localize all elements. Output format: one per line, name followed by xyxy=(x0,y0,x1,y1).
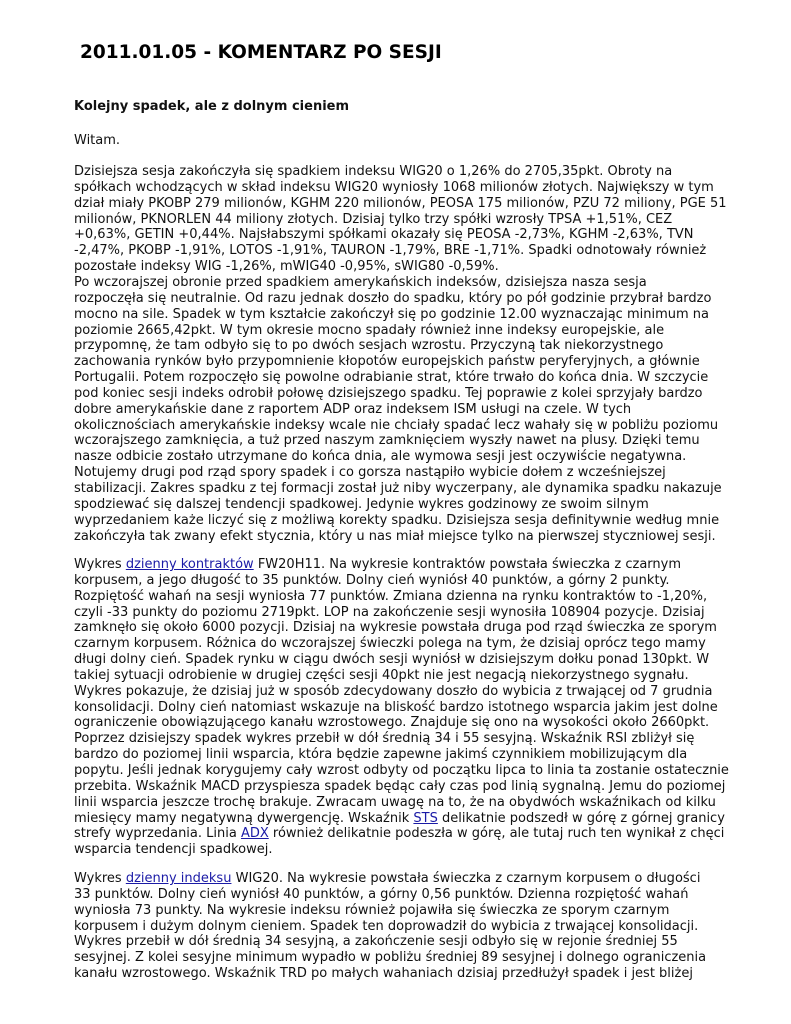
text-segment: FW20H11. Na wykresie kontraktów powstała świeczka z czarnym korpusem, a jego długość to 35 punktów. Dolny cień wyniósł 40 punktów, a górny 2 punkty. Rozpiętość wahań na sesji wyniosła 77 punktów. Zmiana dzienna na rynku kontraktów to -1,20%, czyli -33 punkty do poziomu 2719pkt. LOP na zakończenie sesji wynosiła 108904 pozycje. Dzisiaj zamknęło się około 6000 pozycji. Dzisiaj na wykresie powstała druga pod rząd świeczka ze sporym czarnym korpusem. Różnica do wczorajszej świeczki polega na tym, że dzisiaj oprócz tego mamy długi dolny cień. Spadek rynku w ciągu dwóch sesji wyniósł w dzisiejszym dołku ponad 130pkt. W takiej sytuacji odrobienie w drugiej części sesji 40pkt nie jest negacją niekorzystnego sygnału. Wykres pokazuje, że dzisiaj już w sposób zdecydowany doszło do wybicia z trwającej od 7 grudnia konsolidacji. Dolny cień natomiast wskazuje na bliskość bardzo istotnego wsparcia jakim jest dolne ograniczenie obowiązującego kanału wzrostowego. Znajduje się ono na wysokości około 2660pkt. Poprzez dzisiejszy spadek wykres przebił w dół średnią 34 i 55 sesyjną. Wskaźnik RSI zbliżył się bardzo do poziomej linii wsparcia, która będzie zapewne jakimś czynnikiem mobilizującym dla popytu. Jeśli jednak korygujemy cały wzrost odbyty od początku lipca to linia ta zostanie ostatecznie przebita. Wskaźnik MACD przyspiesza spadek będąc cały czas pod linią sygnalną. Jemu do poziomej linii wsparcia jeszcze trochę brakuje. Zwracam uwagę na to, że na obydwóch wskaźnikach od kilku miesięcy mamy negatywną dywergencję. Wskaźnik xyxy=(74,557,729,826)
paragraph-index-chart xyxy=(74,871,734,982)
paragraph-session-commentary: Po wczorajszej obronie przed spadkiem amerykańskich indeksów, dzisiejsza nasza sesja rozpoczęła się neutralnie. Od razu jednak doszło do spadku, który po pół godzinie przybrał bardzo mocno na sile. Spadek w tym kształcie zakończył się po godzinie 12.00 wyznaczając minimum na poziomie 2665,42pkt. W tym okresie mocno spadały również inne indeksy europejskie, ale przypomnę, że tam odbyło się to po dwóch sesjach wzrostu. Przyczyną tak niekorzystnego zachowania rynków było przypomnienie kłopotów europejskich państw peryferyjnych, a głównie Portugalii. Potem rozpoczęło się powolne odrabianie strat, które trwało do końca dnia. W szczycie pod koniec sesji indeks odrobił połowę dzisiejszego spadku. Tej poprawie z kolei sprzyjały bardzo dobre amerykańskie dane z raportem ADP oraz indeksem ISM usługi na czele. W tych okolicznościach amerykańskie indeksy wcale nie chciały spadać lecz wahały się w pobliżu poziomu wczorajszego zamknięcia, a tuż przed naszym zamknięciem wyszły nawet na plusy. Dzięki temu nasze odbicie zostało utrzymane do końca dnia, ale wymowa sesji jest oczywiście negatywna. Notujemy drugi pod rząd spory spadek i co gorsza nastąpiło wybicie dołem z wcześniejszej stabilizacji. Zakres spadku z tej formacji został już niby wyczerpany, ale dynamika spadku nakazuje spodziewać się dalszej tendencji spadkowej. Jedynie wykres godzinowy ze swoim silnym wyprzedaniem każe liczyć się z możliwą korekty spadku. Dzisiejsza sesja definitywnie według mnie zakończyła tak zwany efekt stycznia, który u nas miał miejsce tylko na pierwszej styczniowej sesji. xyxy=(74,275,722,544)
article-subtitle: Kolejny spadek, ale z dolnym cieniem xyxy=(74,99,350,114)
text-segment: Wykres xyxy=(74,557,126,572)
link-index-daily-chart[interactable]: dzienny indeksu xyxy=(125,871,232,886)
text-segment: WIG20. Na wykresie powstała świeczka z czarnym korpusem o długości 33 punktów. Dolny cień wyniósł 40 punktów, a górny 0,56 punktów. Dzienna rozpiętość wahań wyniosła 73 punkty. Na wykresie indeksu również pojawiła się świeczka ze sporym czarnym korpusem i dużym dolnym cieniem. Spadek ten doprowadził do wybicia z trwającej konsolidacji. Wykres przebił w dół średnią 34 sesyjną, a zakończenie sesji odbyło się w rejonie średniej 55 sesyjnej. Z kolei sesyjne minimum wypadło w pobliżu średniej 89 sesyjnej i dolnego ograniczenia kanału wzrostowego. Wskaźnik TRD po małych wahaniach dzisiaj przedłużył spadek i jest bliżej xyxy=(74,871,707,982)
text-segment: również delikatnie podeszła w górę, ale tutaj ruch ten wynikał z chęci wsparcia tendencji spadkowej. xyxy=(74,826,725,858)
paragraph-session-summary: Dzisiejsza sesja zakończyła się spadkiem indeksu WIG20 o 1,26% do 2705,35pkt. Obroty na spółkach wchodzących w skład indeksu WIG20 wyniosły 1068 milionów złotych. Największy w tym dział miały PKOBP 279 milionów, KGHM 220 milionów, PEOSA 175 milionów, PZU 72 miliony, PGE 51 milionów, PKNORLEN 44 miliony złotych. Dzisiaj tylko trzy spółki wzrosły TPSA +1,51%, CEZ +0,63%, GETIN +0,44%. Najsłabszymi spółkami okazały się PEOSA -2,73%, KGHM -2,63%, TVN -2,47%, PKOBP -1,91%, LOTOS -1,91%, TAURON -1,79%, BRE -1,71%. Spadki odnotowały również pozostałe indeksy WIG -1,26%, mWIG40 -0,95%, sWIG80 -0,59%. xyxy=(74,164,727,275)
link-futures-daily-chart[interactable]: dzienny kontraktów xyxy=(125,557,254,572)
paragraph-futures-chart xyxy=(74,557,734,858)
text-segment: delikatnie podszedł w górę z górnej granicy strefy wyprzedania. Linia xyxy=(74,810,725,842)
link-adx[interactable]: ADX xyxy=(240,826,269,842)
text-segment: Wykres xyxy=(74,871,126,886)
greeting: Witam. xyxy=(74,133,121,148)
page-title: 2011.01.05 - KOMENTARZ PO SESJI xyxy=(80,42,442,63)
link-sts[interactable]: STS xyxy=(413,810,438,826)
